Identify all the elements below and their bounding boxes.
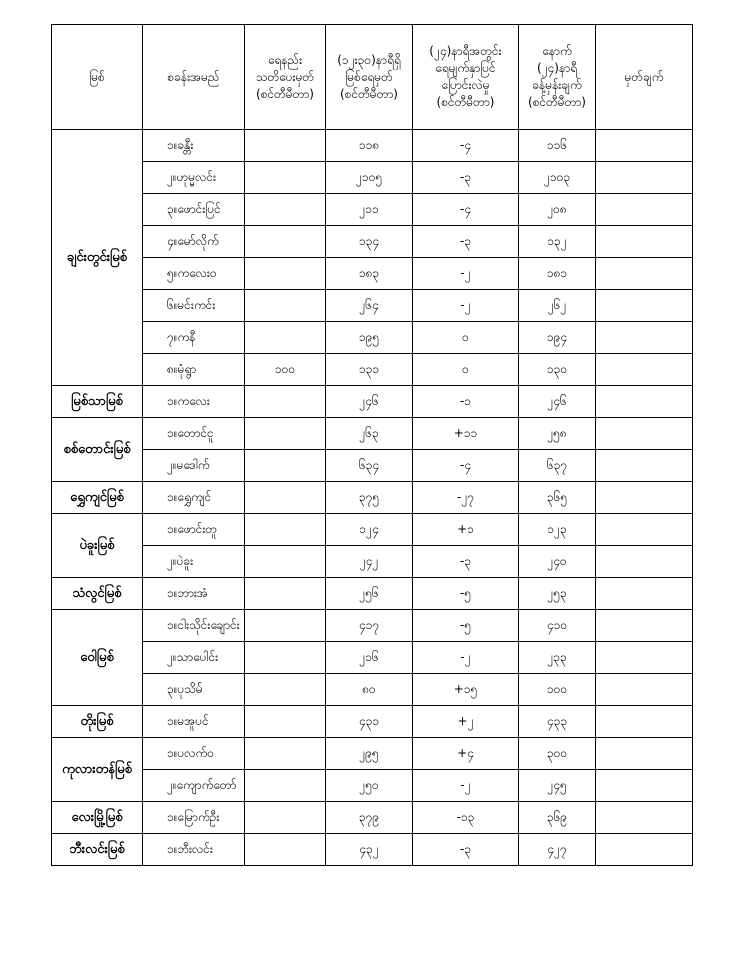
remark-cell xyxy=(596,610,693,642)
table-row xyxy=(52,450,693,482)
table-row xyxy=(52,354,693,386)
remark-cell xyxy=(596,226,693,258)
remark-cell xyxy=(596,354,693,386)
water-level-cell: ၁၃၄ xyxy=(326,226,413,258)
forecast-cell: ၂၃၃ xyxy=(519,642,596,674)
river-name-cell: ချင်းတွင်းမြစ် xyxy=(52,130,143,386)
change-cell: -၂ xyxy=(413,290,519,322)
water-level-cell: ၁၁၈ xyxy=(326,130,413,162)
river-name-cell: ဝေါမြစ် xyxy=(52,610,143,706)
water-level-cell: ၂၁၀၅ xyxy=(326,162,413,194)
table-row xyxy=(52,578,693,610)
change-cell: -၃ xyxy=(413,226,519,258)
remark-cell xyxy=(596,578,693,610)
station-cell: ၃။ဖောင်းပြင် xyxy=(143,194,245,226)
change-cell: -၃ xyxy=(413,834,519,866)
river-name-cell: ကုလားတန်မြစ် xyxy=(52,738,143,802)
remark-cell xyxy=(596,194,693,226)
change-cell: +၄ xyxy=(413,738,519,770)
river-name-cell: စစ်တောင်းမြစ် xyxy=(52,418,143,482)
remark-cell xyxy=(596,546,693,578)
danger-level-cell xyxy=(245,418,326,450)
header-station: စခန်းအမည် xyxy=(143,25,245,130)
danger-level-cell xyxy=(245,674,326,706)
forecast-cell: ၃၆၅ xyxy=(519,482,596,514)
change-cell: -၁ xyxy=(413,386,519,418)
table-row xyxy=(52,834,693,866)
change-cell: -၄ xyxy=(413,450,519,482)
table-row xyxy=(52,418,693,450)
station-cell: ၁။ဘီးလင်း xyxy=(143,834,245,866)
station-cell: ၁။ငါးသိုင်းချောင်း xyxy=(143,610,245,642)
danger-level-cell xyxy=(245,738,326,770)
table-row xyxy=(52,226,693,258)
forecast-cell: ၁၈၁ xyxy=(519,258,596,290)
table-row xyxy=(52,290,693,322)
change-cell: +၁၅ xyxy=(413,674,519,706)
table-row xyxy=(52,610,693,642)
water-level-cell: ၂၆၃ xyxy=(326,418,413,450)
forecast-cell: ၂၁၀၃ xyxy=(519,162,596,194)
table-body xyxy=(52,130,693,866)
remark-cell xyxy=(596,802,693,834)
river-name-cell: ဘီးလင်းမြစ် xyxy=(52,834,143,866)
water-level-cell: ၂၆၄ xyxy=(326,290,413,322)
change-cell: -၃ xyxy=(413,162,519,194)
header-24h-change: (၂၄)နာရီအတွင်း ရေမျက်နှာပြင် ပြောင်းလဲမှု (စင်တီမီတာ) xyxy=(413,25,519,130)
remark-cell xyxy=(596,162,693,194)
remark-cell xyxy=(596,834,693,866)
water-level-cell: ၄၃၂ xyxy=(326,834,413,866)
header-danger-level: ရေနည်း သတိပေးမှတ် (စင်တီမီတာ) xyxy=(245,25,326,130)
water-level-cell: ၄၁၇ xyxy=(326,610,413,642)
table-row xyxy=(52,738,693,770)
danger-level-cell xyxy=(245,546,326,578)
table-row xyxy=(52,706,693,738)
change-cell: +၁ xyxy=(413,514,519,546)
station-cell: ၅။ကလေးဝ xyxy=(143,258,245,290)
station-cell: ၃။ပုသိမ် xyxy=(143,674,245,706)
station-cell: ၁။ရွှေကျင် xyxy=(143,482,245,514)
table-row xyxy=(52,194,693,226)
table-row xyxy=(52,802,693,834)
station-cell: ၄။မော်လိုက် xyxy=(143,226,245,258)
change-cell: -၁၃ xyxy=(413,802,519,834)
water-level-cell: ၆၃၄ xyxy=(326,450,413,482)
danger-level-cell xyxy=(245,130,326,162)
station-cell: ၁။ခန္တီး xyxy=(143,130,245,162)
forecast-cell: ၂၀၈ xyxy=(519,194,596,226)
water-level-table xyxy=(51,24,693,866)
change-cell: +၁၁ xyxy=(413,418,519,450)
station-cell: ၆။မင်းကင်း xyxy=(143,290,245,322)
forecast-cell: ၁၁၆ xyxy=(519,130,596,162)
station-cell: ၇။ကနီ xyxy=(143,322,245,354)
forecast-cell: ၂၄၆ xyxy=(519,386,596,418)
water-level-cell: ၂၁၁ xyxy=(326,194,413,226)
forecast-cell: ၂၅၈ xyxy=(519,418,596,450)
remark-cell xyxy=(596,482,693,514)
table-row xyxy=(52,386,693,418)
danger-level-cell xyxy=(245,770,326,802)
change-cell: -၂ xyxy=(413,770,519,802)
remark-cell xyxy=(596,770,693,802)
table-row xyxy=(52,258,693,290)
water-level-cell: ၁၂၄ xyxy=(326,514,413,546)
water-level-cell: ၁၉၅ xyxy=(326,322,413,354)
remark-cell xyxy=(596,130,693,162)
header-river: မြစ် xyxy=(52,25,143,130)
header-row xyxy=(52,25,693,130)
remark-cell xyxy=(596,386,693,418)
forecast-cell: ၂၄၅ xyxy=(519,770,596,802)
danger-level-cell xyxy=(245,578,326,610)
danger-level-cell xyxy=(245,162,326,194)
change-cell: -၅ xyxy=(413,578,519,610)
danger-level-cell xyxy=(245,290,326,322)
remark-cell xyxy=(596,514,693,546)
danger-level-cell xyxy=(245,450,326,482)
station-cell: ၁။ကလေး xyxy=(143,386,245,418)
table-row xyxy=(52,482,693,514)
remark-cell xyxy=(596,322,693,354)
danger-level-cell xyxy=(245,706,326,738)
forecast-cell: ၁၂၃ xyxy=(519,514,596,546)
change-cell: -၃ xyxy=(413,546,519,578)
table-row xyxy=(52,322,693,354)
forecast-cell: ၄၃၃ xyxy=(519,706,596,738)
station-cell: ၁။မအူပင် xyxy=(143,706,245,738)
forecast-cell: ၁၀၀ xyxy=(519,674,596,706)
change-cell: -၂၇ xyxy=(413,482,519,514)
remark-cell xyxy=(596,738,693,770)
water-level-cell: ၂၄၂ xyxy=(326,546,413,578)
forecast-cell: ၂၄၀ xyxy=(519,546,596,578)
danger-level-cell xyxy=(245,834,326,866)
danger-level-cell xyxy=(245,322,326,354)
water-level-cell: ၁၃၁ xyxy=(326,354,413,386)
remark-cell xyxy=(596,642,693,674)
water-level-cell: ၂၅၀ xyxy=(326,770,413,802)
river-name-cell: လေးမြို့မြစ် xyxy=(52,802,143,834)
station-cell: ၈။မုံရွာ xyxy=(143,354,245,386)
danger-level-cell xyxy=(245,802,326,834)
water-level-cell: ၃၇၅ xyxy=(326,482,413,514)
change-cell: -၄ xyxy=(413,130,519,162)
water-level-cell: ၂၉၅ xyxy=(326,738,413,770)
table-row xyxy=(52,674,693,706)
remark-cell xyxy=(596,674,693,706)
danger-level-cell xyxy=(245,610,326,642)
danger-level-cell xyxy=(245,642,326,674)
river-name-cell: သံလွင်မြစ် xyxy=(52,578,143,610)
danger-level-cell xyxy=(245,386,326,418)
river-name-cell: မြစ်သာမြစ် xyxy=(52,386,143,418)
remark-cell xyxy=(596,290,693,322)
danger-level-cell xyxy=(245,258,326,290)
station-cell: ၁။ဘားအံ xyxy=(143,578,245,610)
forecast-cell: ၆၃၇ xyxy=(519,450,596,482)
change-cell: -၅ xyxy=(413,610,519,642)
header-forecast: နောက် (၂၄)နာရီ ခန့်မှန်းချက် (စင်တီမီတာ) xyxy=(519,25,596,130)
water-level-cell: ၃၇၉ xyxy=(326,802,413,834)
table-row xyxy=(52,642,693,674)
danger-level-cell xyxy=(245,226,326,258)
table-row xyxy=(52,546,693,578)
river-name-cell: ပဲခူးမြစ် xyxy=(52,514,143,578)
danger-level-cell xyxy=(245,194,326,226)
danger-level-cell xyxy=(245,514,326,546)
station-cell: ၂။ပဲခူး xyxy=(143,546,245,578)
station-cell: ၂။မဒေါက် xyxy=(143,450,245,482)
remark-cell xyxy=(596,418,693,450)
header-water-level: (၁၂း၃၀)နာရီရှိ မြစ်ရေမှတ် (စင်တီမီတာ) xyxy=(326,25,413,130)
table-row xyxy=(52,130,693,162)
station-cell: ၁။ဖောင်းတူ xyxy=(143,514,245,546)
danger-level-cell: ၁၀၀ xyxy=(245,354,326,386)
table-row xyxy=(52,162,693,194)
header-remark: မှတ်ချက် xyxy=(596,25,693,130)
station-cell: ၁။တောင်ငူ xyxy=(143,418,245,450)
station-cell: ၁။မြောက်ဦး xyxy=(143,802,245,834)
change-cell: -၂ xyxy=(413,258,519,290)
forecast-cell: ၁၃၀ xyxy=(519,354,596,386)
forecast-cell: ၂၅၃ xyxy=(519,578,596,610)
forecast-cell: ၃၆၉ xyxy=(519,802,596,834)
water-level-cell: ၁၈၃ xyxy=(326,258,413,290)
river-name-cell: တိုးမြစ် xyxy=(52,706,143,738)
forecast-cell: ၁၉၄ xyxy=(519,322,596,354)
water-level-cell: ၂၅၆ xyxy=(326,578,413,610)
table-row xyxy=(52,770,693,802)
water-level-cell: ၄၃၁ xyxy=(326,706,413,738)
forecast-cell: ၄၂၇ xyxy=(519,834,596,866)
danger-level-cell xyxy=(245,482,326,514)
river-name-cell: ရွှေကျင်မြစ် xyxy=(52,482,143,514)
water-level-cell: ၂၄၆ xyxy=(326,386,413,418)
forecast-cell: ၃၀၀ xyxy=(519,738,596,770)
forecast-cell: ၄၁၀ xyxy=(519,610,596,642)
change-cell: -၄ xyxy=(413,194,519,226)
forecast-cell: ၁၃၂ xyxy=(519,226,596,258)
change-cell: ၀ xyxy=(413,322,519,354)
table-row xyxy=(52,514,693,546)
water-level-cell: ၂၁၆ xyxy=(326,642,413,674)
forecast-cell: ၂၆၂ xyxy=(519,290,596,322)
station-cell: ၂။ဟုမ္မလင်း xyxy=(143,162,245,194)
change-cell: -၂ xyxy=(413,642,519,674)
change-cell: +၂ xyxy=(413,706,519,738)
remark-cell xyxy=(596,258,693,290)
change-cell: ၀ xyxy=(413,354,519,386)
remark-cell xyxy=(596,706,693,738)
water-level-cell: ၈၀ xyxy=(326,674,413,706)
station-cell: ၁။ပလက်ဝ xyxy=(143,738,245,770)
remark-cell xyxy=(596,450,693,482)
station-cell: ၂။သာပေါင်း xyxy=(143,642,245,674)
station-cell: ၂။ကျောက်တော် xyxy=(143,770,245,802)
